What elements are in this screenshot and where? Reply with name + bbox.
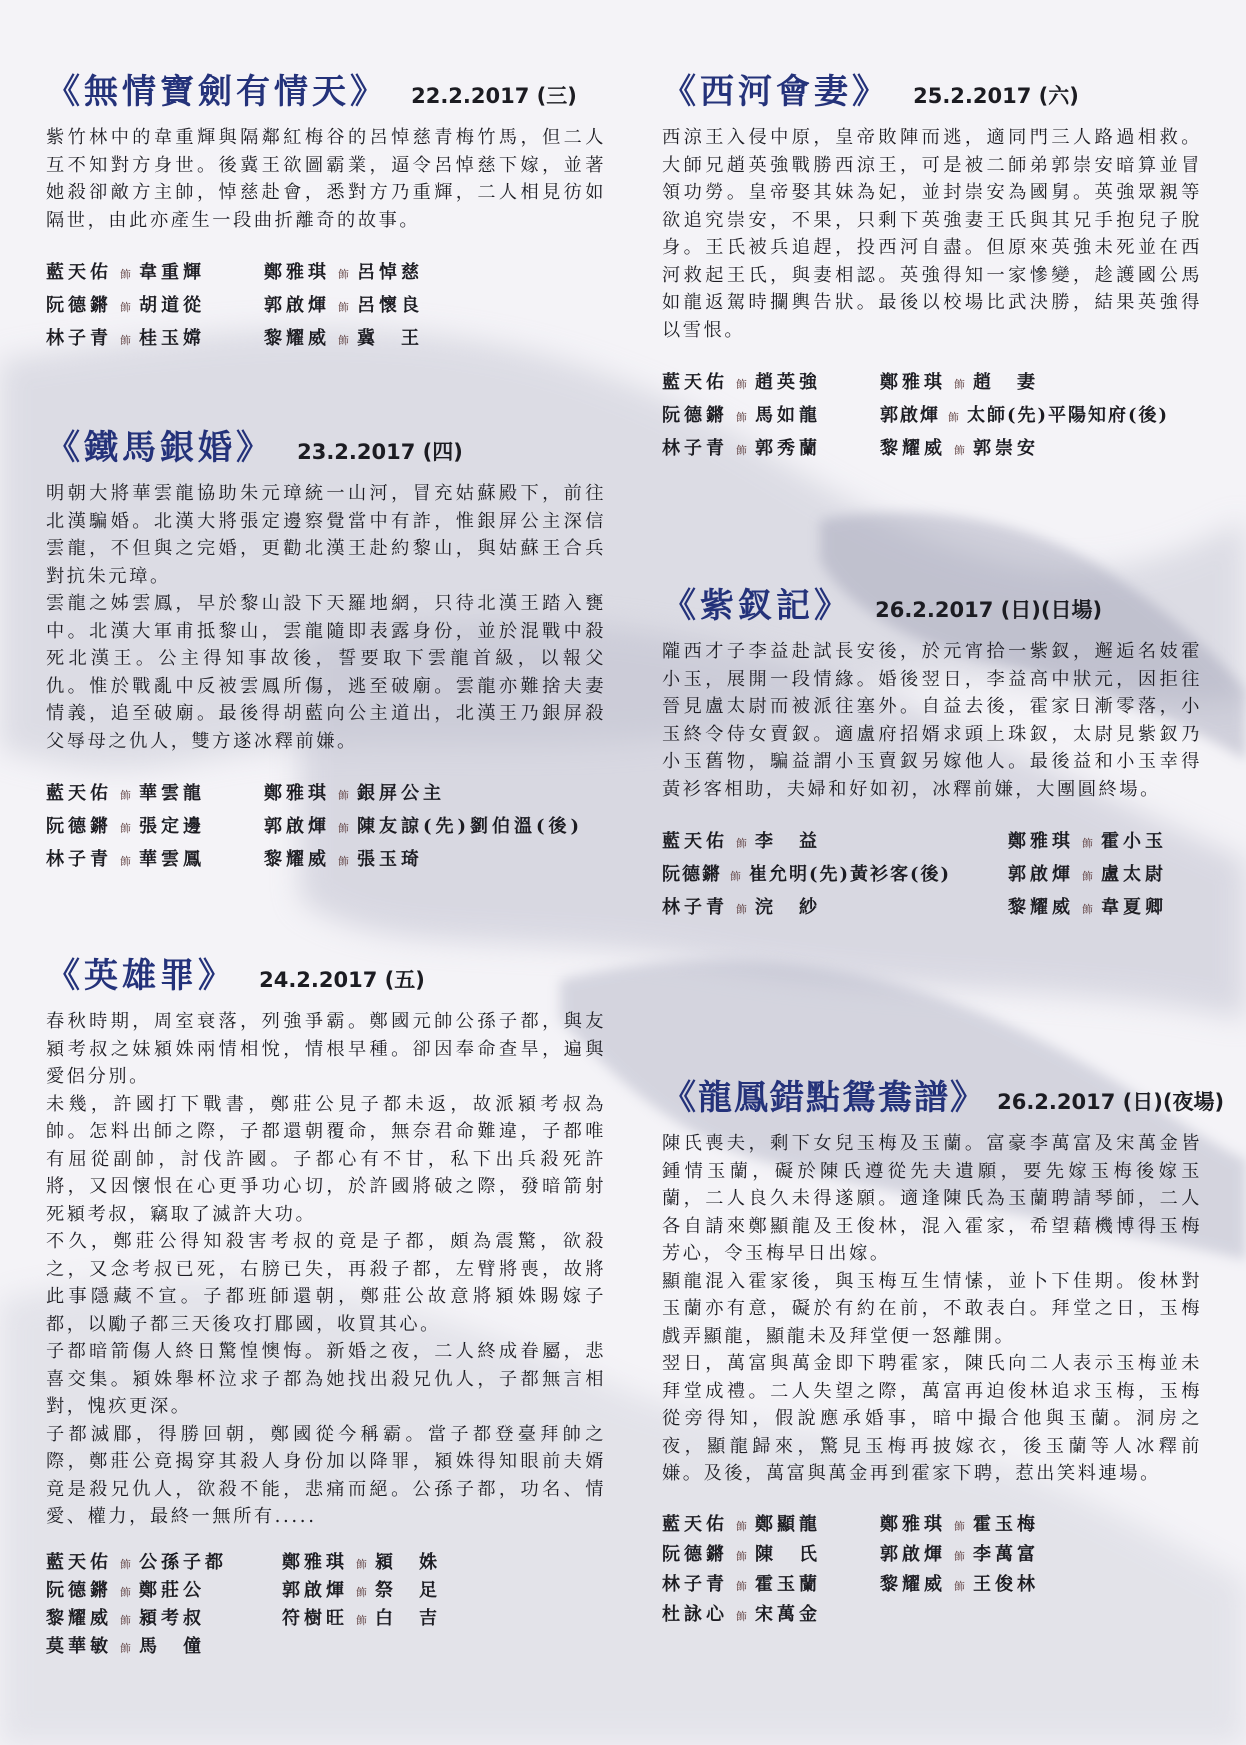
- cast-row: 阮德鏘 飾 張定邊 郭啟煇 飾 陳友諒(先)劉伯溫(後): [46, 816, 584, 837]
- section-3: [46, 948, 606, 1661]
- section-4-title: 《西河會妻》: [662, 72, 890, 112]
- section-1-cast: [46, 256, 606, 355]
- cast-row: 藍天佑 飾 公孫子都 鄭雅琪 飾 潁 姝: [46, 1551, 441, 1573]
- section-5-date: 26.2.2017 (日)(日場): [875, 598, 1103, 622]
- synopsis-paragraph: 未幾，許國打下戰書，鄭莊公見子都未返，故派潁考叔為帥。怎料出師之際，子都還朝覆命，無奈君命難違，子都唯有屈從副帥，討伐許國。子都心有不甘，私下出兵殺死許將，又因懷恨在心更爭功心切，於許國將破之際，發暗箭射死潁考叔，竊取了滅許大功。: [46, 1093, 606, 1225]
- cast-row: 阮德鏘 飾 馬如龍 郭啟煇 飾 太師(先)平陽知府(後): [662, 405, 1170, 426]
- cast-row: 阮德鏘 飾 陳 氏 郭啟煇 飾 李萬富: [662, 1543, 1039, 1565]
- cast-row: 林子青 飾 郭秀蘭 黎耀威 飾 郭崇安: [662, 438, 1039, 459]
- synopsis-paragraph: 翌日，萬富與萬金即下聘霍家，陳氏向二人表示玉梅並未拜堂成禮。二人失望之際，萬富再迫俊林追求玉梅，玉梅從旁得知，假說應承婚事，暗中撮合他與玉蘭。洞房之夜，顯龍歸來，驚見玉梅再披嫁衣，後玉蘭等人冰釋前嫌。及後，萬富與萬金再到霍家下聘，惹出笑料連場。: [662, 1353, 1202, 1484]
- synopsis-paragraph: 陳氏喪夫，剩下女兒玉梅及玉蘭。富豪李萬富及宋萬金皆鍾情玉蘭，礙於陳氏遵從先夫遺願，要先嫁玉梅後嫁玉蘭，二人良久未得遂願。適逢陳氏為玉蘭聘請琴師，二人各自請來鄭顯龍及王俊林，混入霍家，希望藉機博得玉梅芳心，令玉梅早日出嫁。: [662, 1133, 1202, 1264]
- synopsis-paragraph: 顯龍混入霍家後，與玉梅互生情愫，並卜下佳期。俊林對玉蘭亦有意，礙於有約在前，不敢表白。拜堂之日，玉梅戲弄顯龍，顯龍未及拜堂便一怒離開。: [662, 1270, 1202, 1347]
- section-4-synopsis: [662, 124, 1202, 344]
- synopsis-paragraph: 不久，鄭莊公得知殺害考叔的竟是子都，頗為震驚，欲殺之，又念考叔已死，右膀已失，再殺子都，左臂將喪，故將此事隱藏不宣。子都班師還朝，鄭莊公故意將潁姝賜嫁子都，以勵子都三天後攻打郿國，收買其心。: [46, 1231, 606, 1335]
- cast-row: 林子青 飾 桂玉嫦 黎耀威 飾 冀 王: [46, 328, 423, 349]
- cast-row: 藍天佑 飾 李 益 鄭雅琪 飾 霍小玉: [662, 831, 1167, 852]
- synopsis-paragraph: 紫竹林中的韋重輝與隔鄰紅梅谷的呂悼慈青梅竹馬，但二人互不知對方身世。後冀王欲圖霸業，逼令呂悼慈下嫁，並著她殺卻敵方主帥，悼慈赴會，悉對方乃重輝，二人相見彷如隔世，由此亦產生一段曲折離奇的故事。: [46, 127, 606, 231]
- section-5-cast: [662, 825, 1202, 924]
- section-6-title: 《龍鳳錯點鴛鴦譜》: [662, 1078, 986, 1118]
- section-3-cast: [46, 1549, 606, 1661]
- section-6-cast: [662, 1510, 1202, 1630]
- section-5-synopsis: [662, 638, 1202, 803]
- cast-row: 阮德鏘 飾 胡道從 郭啟煇 飾 呂懷良: [46, 295, 423, 316]
- section-6-header: [662, 1070, 1225, 1122]
- synopsis-paragraph: 隴西才子李益赴試長安後，於元宵拾一紫釵，邂逅名妓霍小玉，展開一段情緣。婚後翌日，李益高中狀元，因拒往晉見盧太尉而被派往塞外。自益去後，霍家日漸零落，小玉終令侍女賣釵。適盧府招婿求頭上珠釵，太尉見紫釵乃小玉舊物，騙益謂小玉賣釵另嫁他人。最後益和小玉幸得黃衫客相助，夫婦和好如初，冰釋前嫌，大團圓終場。: [662, 641, 1202, 800]
- section-5-title: 《紫釵記》: [662, 586, 852, 626]
- section-1-header: [46, 64, 606, 116]
- synopsis-paragraph: 子都暗箭傷人終日驚惶懊悔。新婚之夜，二人終成眷屬，悲喜交集。潁姝舉杯泣求子都為她找出殺兄仇人，子都無言相對，愧疚更深。: [46, 1341, 606, 1417]
- section-1-title: 《無情寶劍有情天》: [46, 72, 388, 112]
- section-5-header: [662, 578, 1202, 630]
- cast-row: 杜詠心 飾 宋萬金: [662, 1603, 821, 1625]
- section-4-cast: [662, 366, 1202, 465]
- section-2-cast: [46, 777, 606, 876]
- cast-row: 林子青 飾 浣 紗 黎耀威 飾 韋夏卿: [662, 897, 1167, 918]
- section-3-date: 24.2.2017 (五): [259, 968, 425, 992]
- section-4-header: [662, 64, 1202, 116]
- cast-row: 藍天佑 飾 韋重輝 鄭雅琪 飾 呂悼慈: [46, 262, 423, 283]
- section-6-date: 26.2.2017 (日)(夜場): [997, 1090, 1225, 1114]
- section-2-date: 23.2.2017 (四): [297, 440, 463, 464]
- section-6-synopsis: [662, 1130, 1202, 1488]
- section-3-title: 《英雄罪》: [46, 956, 236, 996]
- section-3-header: [46, 948, 606, 1000]
- section-2: [46, 420, 606, 876]
- synopsis-paragraph: 春秋時期，周室衰落，列強爭霸。鄭國元帥公孫子都，與友潁考叔之妹潁姝兩情相悅，情根早種。卻因奉命查旱，遍與愛侶分別。: [46, 1011, 606, 1087]
- section-1: [46, 64, 606, 355]
- section-2-synopsis: [46, 480, 606, 755]
- cast-row: 藍天佑 飾 趙英強 鄭雅琪 飾 趙 妻: [662, 372, 1039, 393]
- cast-row: 莫華敏 飾 馬 僮: [46, 1635, 205, 1657]
- section-4: [662, 64, 1202, 465]
- section-1-synopsis: [46, 124, 606, 234]
- cast-row: 藍天佑 飾 華雲龍 鄭雅琪 飾 銀屏公主: [46, 783, 445, 804]
- cast-row: 林子青 飾 華雲鳳 黎耀威 飾 張玉琦: [46, 849, 423, 870]
- synopsis-paragraph: 子都滅郿，得勝回朝，鄭國從今稱霸。當子都登臺拜帥之際，鄭莊公竟揭穿其殺人身份加以降罪，潁姝得知眼前夫婿竟是殺兄仇人，欲殺不能，悲痛而絕。公孫子都，功名、情愛、權力，最終一無所有.....: [46, 1423, 606, 1527]
- section-3-synopsis: [46, 1008, 606, 1531]
- cast-row: 藍天佑 飾 鄭顯龍 鄭雅琪 飾 霍玉梅: [662, 1513, 1039, 1535]
- cast-row: 林子青 飾 霍玉蘭 黎耀威 飾 王俊林: [662, 1573, 1039, 1595]
- synopsis-paragraph: 西涼王入侵中原，皇帝敗陣而逃，適同門三人路過相救。大師兄趙英強戰勝西涼王，可是被二師弟郭崇安暗算並冒領功勞。皇帝娶其妹為妃，並封崇安為國舅。英強眾親等欲追究崇安，不果，只剩下英強妻王氏與其兄手抱兒子脫身。王氏被兵追趕，投西河自盡。但原來英強未死並在西河救起王氏，與妻相認。英強得知一家慘變，趁護國公馬如龍返駕時攔輿告狀。最後以校場比武決勝，結果英強得以雪恨。: [662, 127, 1202, 341]
- section-6: [662, 1070, 1225, 1630]
- section-1-date: 22.2.2017 (三): [411, 84, 577, 108]
- section-2-header: [46, 420, 606, 472]
- section-2-title: 《鐵馬銀婚》: [46, 428, 274, 468]
- cast-row: 阮德鏘 飾 鄭莊公 郭啟煇 飾 祭 足: [46, 1579, 441, 1601]
- cast-row: 阮德鏘 飾 崔允明(先)黃衫客(後) 郭啟煇 飾 盧太尉: [662, 864, 1167, 885]
- synopsis-paragraph: 明朝大將華雲龍協助朱元璋統一山河，冒充姑蘇殿下，前往北漢騙婚。北漢大將張定邊察覺當中有詐，惟銀屏公主深信雲龍，不但與之完婚，更勸北漢王赴約黎山，與姑蘇王合兵對抗朱元璋。: [46, 483, 606, 587]
- synopsis-paragraph: 雲龍之姊雲鳳，早於黎山設下天羅地網，只待北漢王踏入甕中。北漢大軍甫抵黎山，雲龍隨即表露身份，並於混戰中殺死北漢王。公主得知事故後，誓要取下雲龍首級，以報父仇。惟於戰亂中反被雲鳳所傷，逃至破廟。雲龍亦難捨夫妻情義，追至破廟。最後得胡藍向公主道出，北漢王乃銀屏殺父辱母之仇人，雙方遂冰釋前嫌。: [46, 593, 606, 752]
- section-4-date: 25.2.2017 (六): [913, 84, 1079, 108]
- cast-row: 黎耀威 飾 潁考叔 符樹旺 飾 白 吉: [46, 1607, 441, 1629]
- section-5: [662, 578, 1202, 924]
